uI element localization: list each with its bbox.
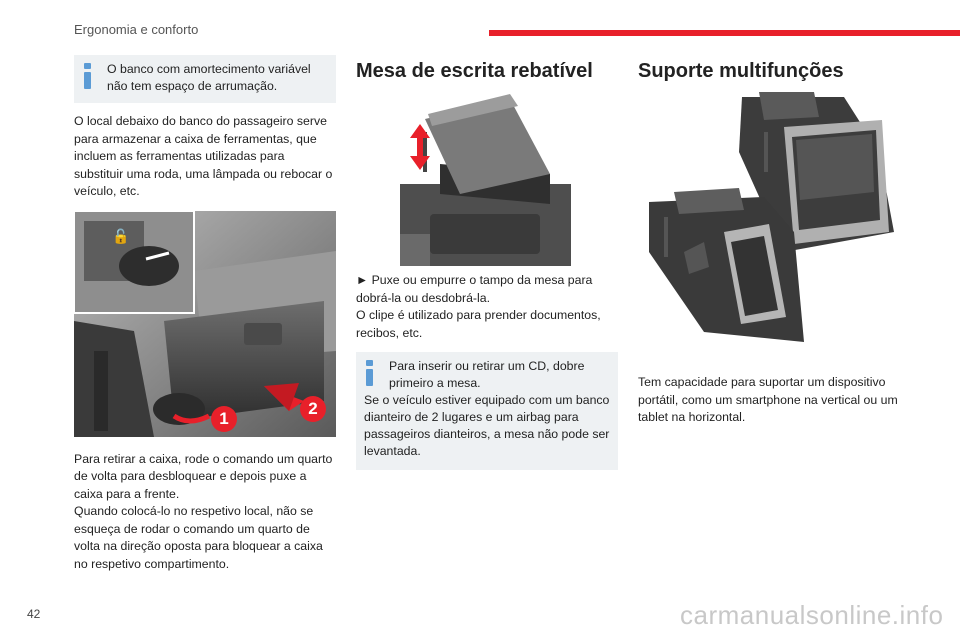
writing-table-instruction: ► Puxe ou empurre o tampo da mesa para dobrá-la ou desdobrá-la. xyxy=(356,273,593,305)
section-title: Ergonomia e conforto xyxy=(74,22,199,37)
column-multifunction-holder xyxy=(638,55,900,427)
toolbox-illustration xyxy=(74,211,336,437)
info-note xyxy=(74,55,336,103)
clip-paragraph: O clipe é utilizado para prender documentos, recibos, etc. xyxy=(356,308,601,340)
callout-badge-1: 1 xyxy=(211,406,237,432)
info-icon xyxy=(365,360,373,386)
column-toolbox xyxy=(74,55,336,573)
multifunction-holder-illustration xyxy=(644,92,894,352)
cd-note-text: Para inserir ou retirar um CD, dobre primeiro a mesa. xyxy=(389,359,585,390)
toolbox-paragraph: O local debaixo do banco do passageiro serve para armazenar a caixa de ferramentas, que incluem as ferramentas utilizadas para substituir uma roda, uma lâmpada ou rebocar o veículo, etc. xyxy=(74,114,333,198)
svg-text:🔓: 🔓 xyxy=(112,228,130,245)
page-number: 42 xyxy=(27,607,41,621)
removal-paragraph: Para retirar a caixa, rode o comando um quarto de volta para desbloquear e depois puxe a caixa para a frente. xyxy=(74,451,333,501)
info-note-text: O banco com amortecimento variável não tem espaço de arrumação. xyxy=(107,62,311,93)
writing-table-illustration xyxy=(400,94,571,266)
column-writing-table xyxy=(356,55,618,470)
multifunction-holder-image xyxy=(644,92,894,352)
callout-badge-2: 2 xyxy=(300,396,326,422)
writing-table-note xyxy=(356,352,618,470)
section-heading-writing-table: Mesa de escrita rebatível xyxy=(356,60,593,82)
watermark: carmanualsonline.info xyxy=(680,600,944,630)
refit-paragraph: Quando colocá-lo no respetivo local, não se esqueça de rodar o comando um quarto de volta na direção oposta para bloquear a caixa no respetivo compartimento. xyxy=(74,504,323,571)
multifunction-holder-paragraph: Tem capacidade para suportar um dispositivo portátil, como um smartphone na vertical ou um tablet na horizontal. xyxy=(638,375,898,424)
airbag-note-text: Se o veículo estiver equipado com um banco dianteiro de 2 lugares e um airbag para passageiros dianteiros, a mesa não pode ser levantada. xyxy=(364,393,610,458)
writing-table-image xyxy=(400,94,571,266)
toolbox-image xyxy=(74,211,336,437)
section-heading-multifunction-holder: Suporte multifunções xyxy=(638,60,844,82)
info-icon xyxy=(83,63,91,89)
header-accent-bar xyxy=(489,30,960,36)
